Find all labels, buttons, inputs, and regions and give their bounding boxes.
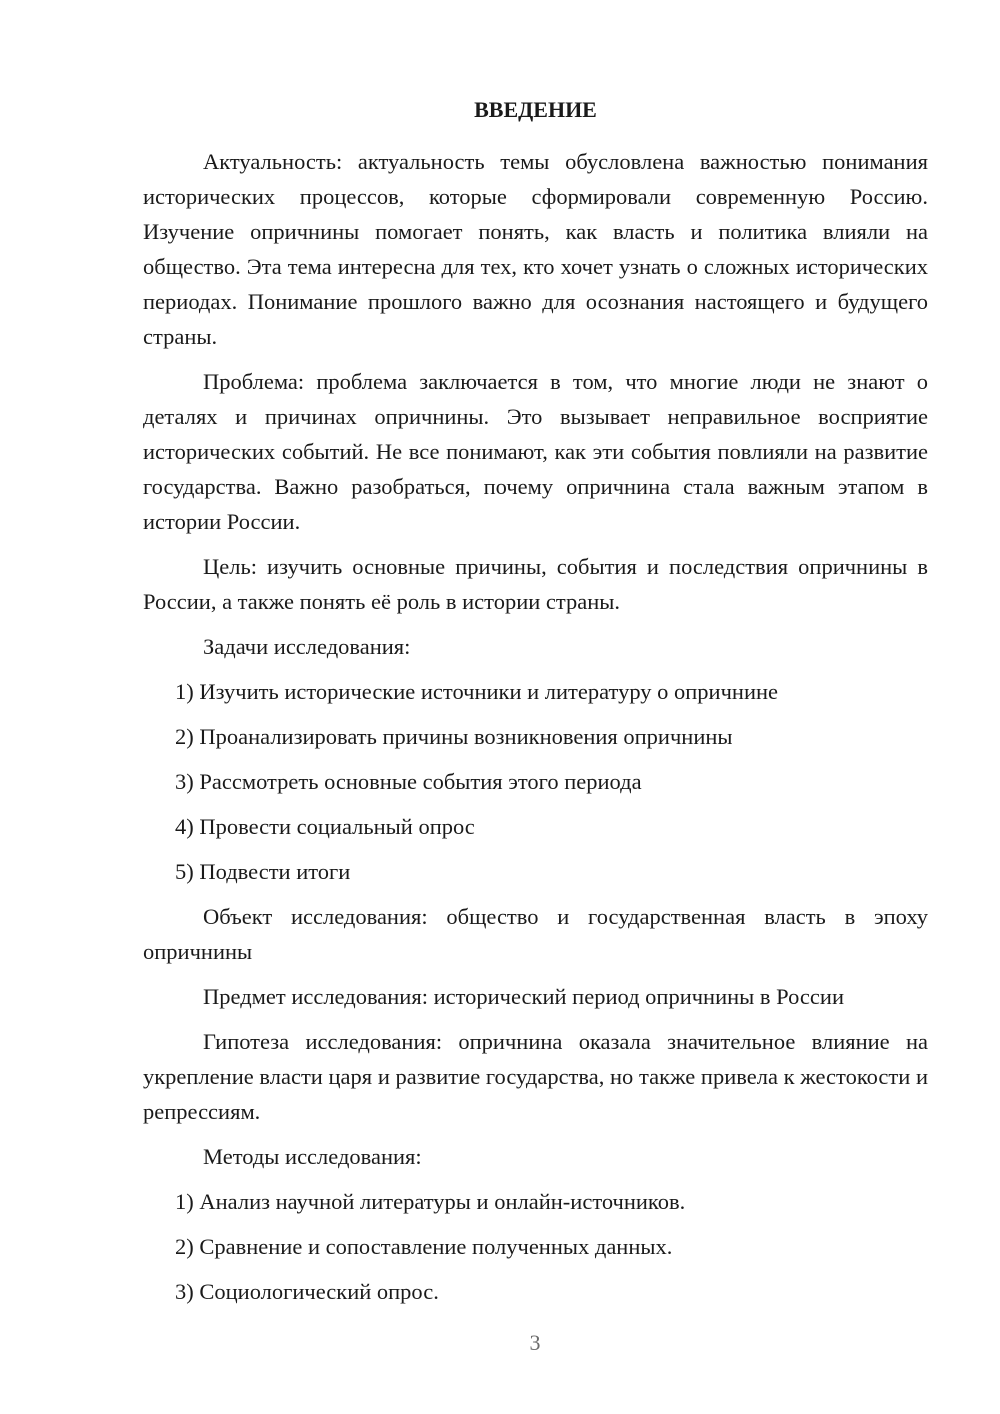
task-item: 5) Подвести итоги [175,859,351,884]
hypothesis-paragraph: Гипотеза исследования: опричнина оказала значительное влияние на укрепление власти царя и развитие государства, но также привела к жестокости и репрессиям. [143,1029,928,1124]
task-item: 4) Провести социальный опрос [175,814,475,839]
methods-heading: Методы исследования: [203,1144,422,1169]
problem-paragraph: Проблема: проблема заключается в том, что многие люди не знают о деталях и причинах опричнины. Это вызывает неправильное восприятие исторических событий. Не все понимают, как эти события повлияли на развитие государства. Важно разобраться, почему опричнина стала важным этапом в истории России. [143,369,928,534]
page-number: 3 [529,1330,541,1355]
document-title: ВВЕДЕНИЕ [474,97,597,122]
task-item: 3) Рассмотреть основные события этого периода [175,769,642,794]
method-item: 2) Сравнение и сопоставление полученных данных. [175,1234,673,1259]
method-item: 3) Социологический опрос. [175,1279,439,1304]
task-item: 1) Изучить исторические источники и литературу о опричнине [175,679,779,704]
method-item: 1) Анализ научной литературы и онлайн-источников. [175,1189,686,1214]
relevance-paragraph: Актуальность: актуальность темы обусловлена важностью понимания исторических процессов, которые сформировали современную Россию. Изучение опричнины помогает понять, как власть и политика влияли на общество. Эта тема интересна для тех, кто хочет узнать о сложных исторических периодах. Понимание прошлого важно для осознания настоящего и будущего страны. [143,149,928,349]
tasks-heading: Задачи исследования: [203,634,411,659]
goal-paragraph: Цель: изучить основные причины, события и последствия опричнины в России, а также понять её роль в истории страны. [143,554,928,614]
object-paragraph: Объект исследования: общество и государственная власть в эпоху опричнины [143,904,928,964]
subject-paragraph: Предмет исследования: исторический период опричнины в России [203,984,844,1009]
task-item: 2) Проанализировать причины возникновения опричнины [175,724,733,749]
document-page [143,92,928,1319]
